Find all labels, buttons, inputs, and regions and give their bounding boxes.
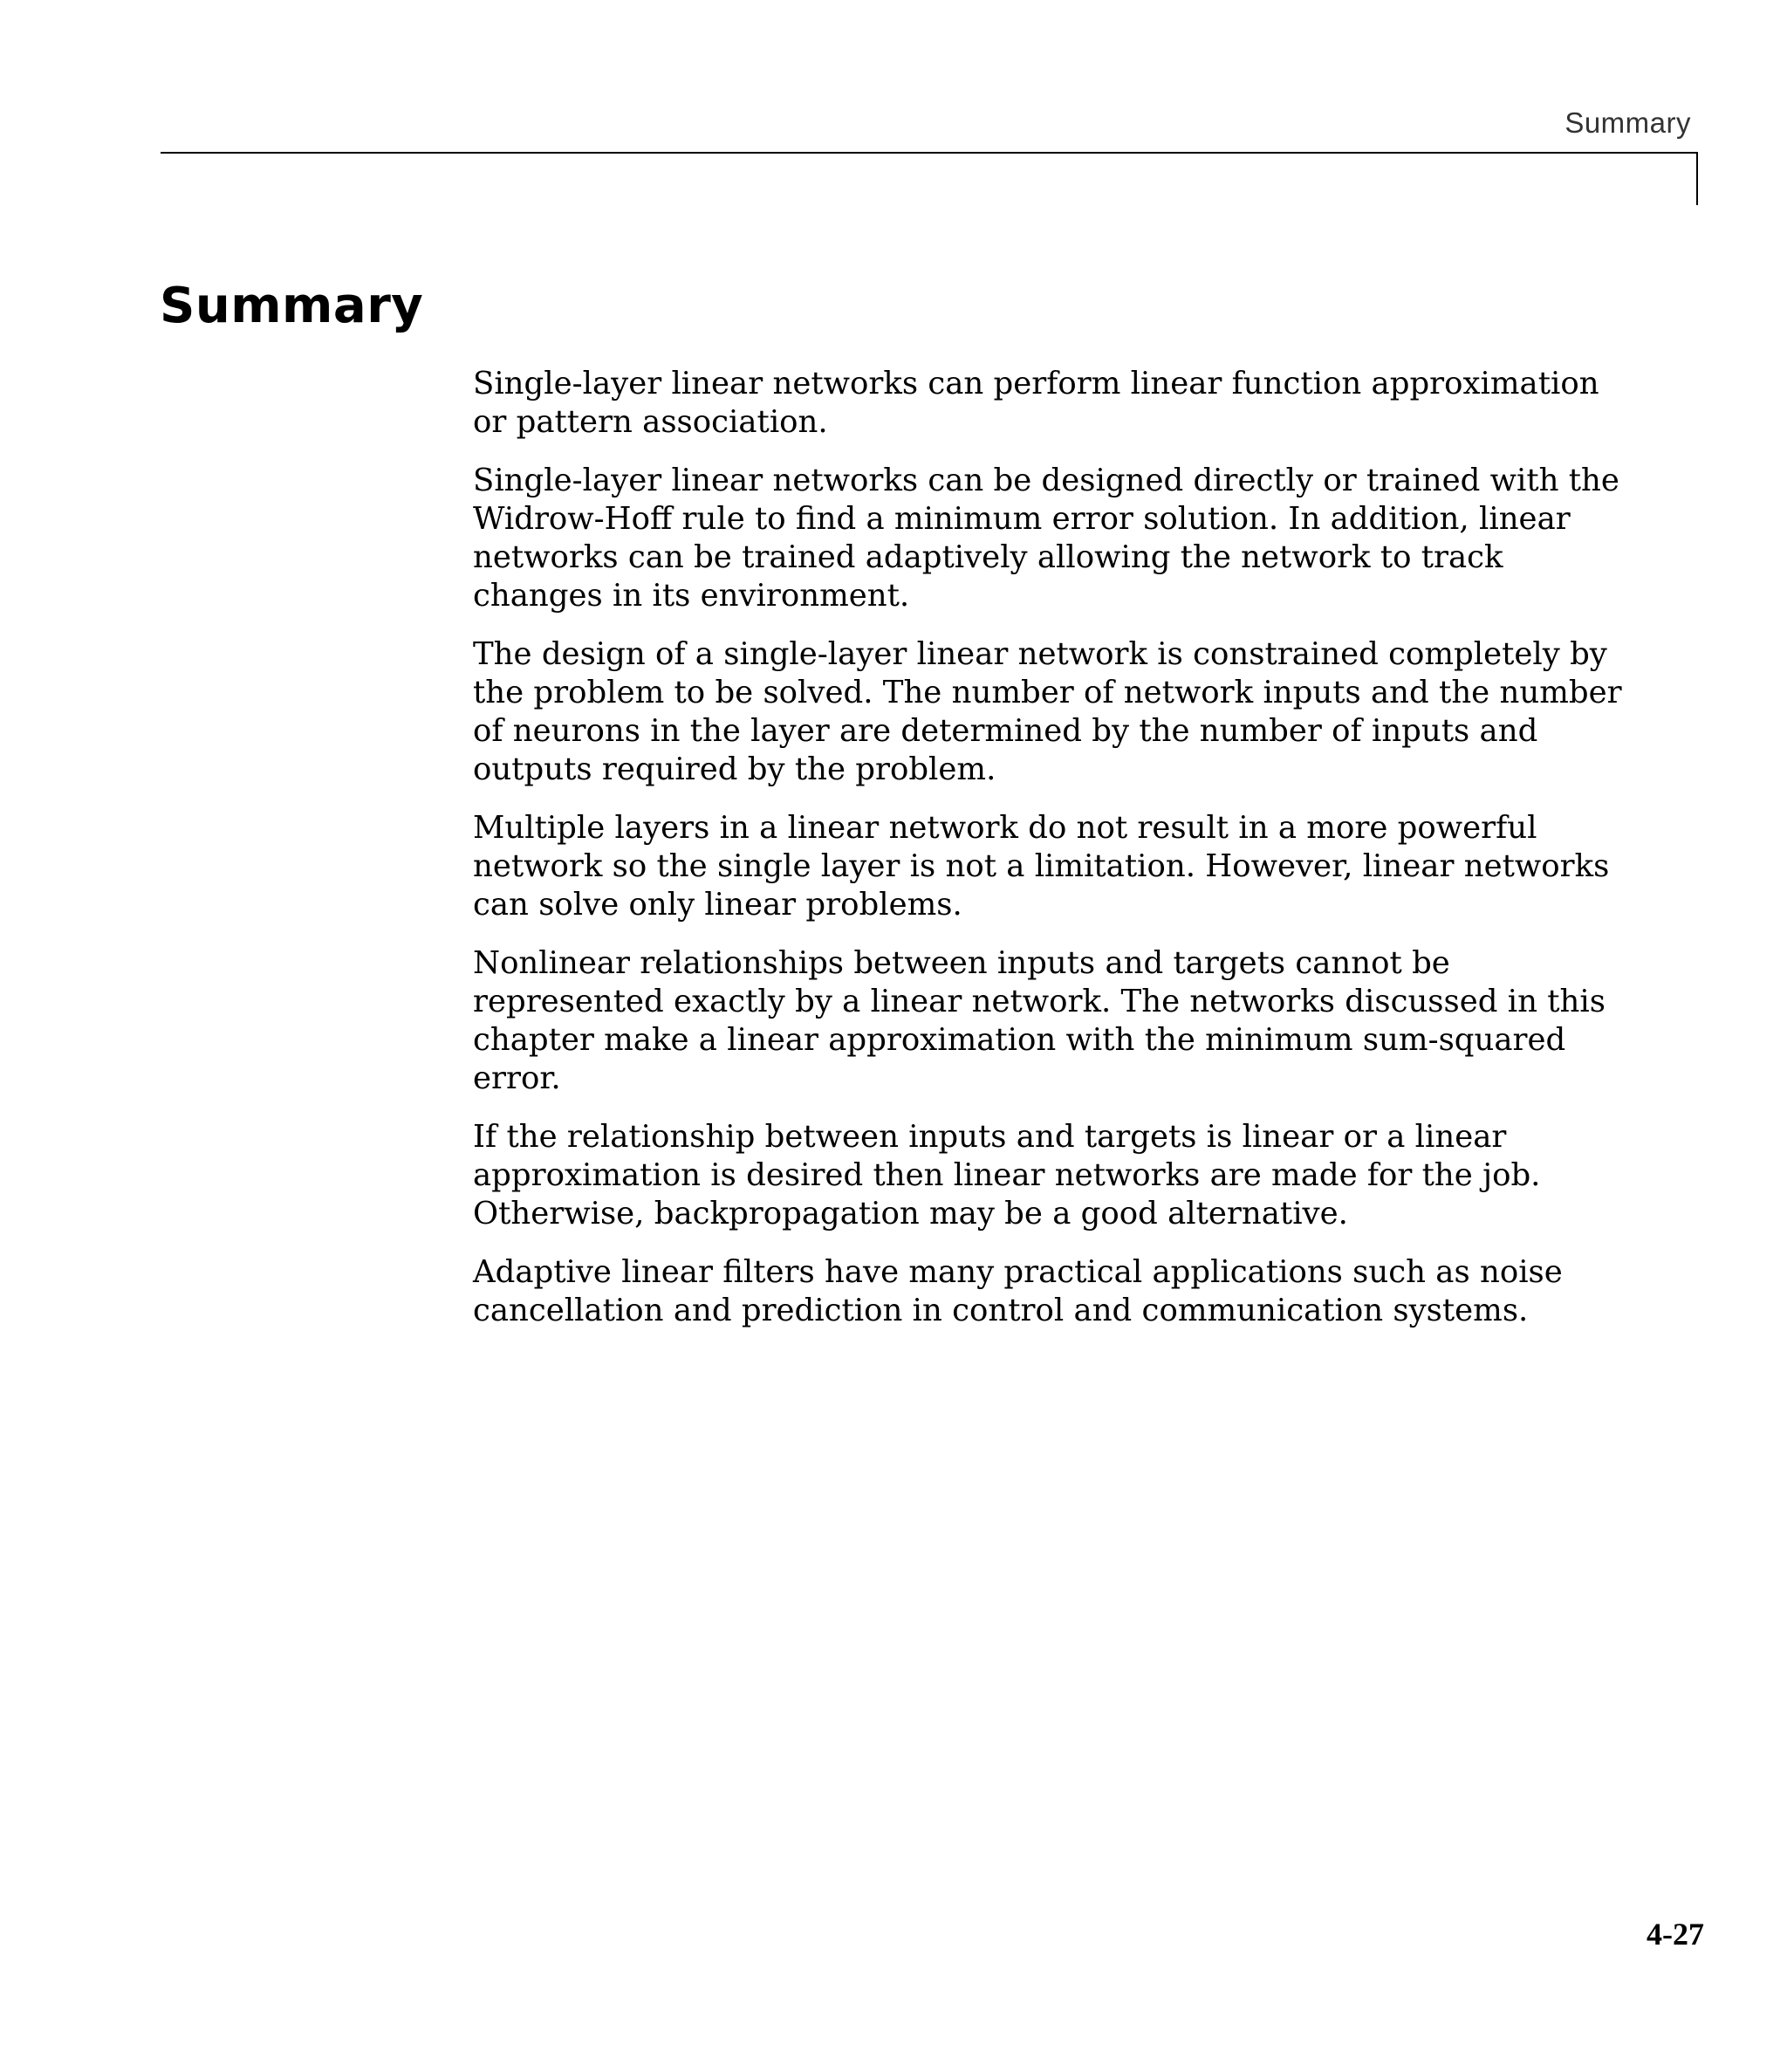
paragraph-2: Single-layer linear networks can be designed directly or trained with the Widrow-Hoff rule to find a minimum error solution. In addition, linear networks can be trained adaptively allowing the network to track changes in its environment.: [473, 463, 1619, 614]
paragraph-4: Multiple layers in a linear network do not result in a more powerful network so the single layer is not a limitation. However, linear networks can solve only linear problems.: [473, 810, 1610, 923]
paragraph-1: Single-layer linear networks can perform linear function approximation or pattern association.: [473, 366, 1599, 440]
paragraph-7: Adaptive linear filters have many practical applications such as noise cancellation and prediction in control and communication systems.: [473, 1254, 1563, 1328]
running-header: Summary: [1564, 106, 1691, 139]
page-number: 4-27: [1647, 1917, 1704, 1952]
header-rule-tick: [1696, 152, 1698, 205]
header-rule: [161, 152, 1698, 154]
paragraph-6: If the relationship between inputs and targets is linear or a linear approximation is desired then linear networks are made for the job. Otherwise, backpropagation may be a good alternative.: [473, 1119, 1541, 1232]
body-text: [473, 365, 1633, 1350]
section-title: Summary: [160, 278, 424, 334]
paragraph-5: Nonlinear relationships between inputs and targets cannot be represented exactly by a linear network. The networks discussed in this chapter make a linear approximation with the minimum sum-squared error.: [473, 945, 1606, 1096]
paragraph-3: The design of a single-layer linear network is constrained completely by the problem to be solved. The number of network inputs and the number of neurons in the layer are determined by the number of inputs and outputs required by the problem.: [473, 636, 1622, 787]
